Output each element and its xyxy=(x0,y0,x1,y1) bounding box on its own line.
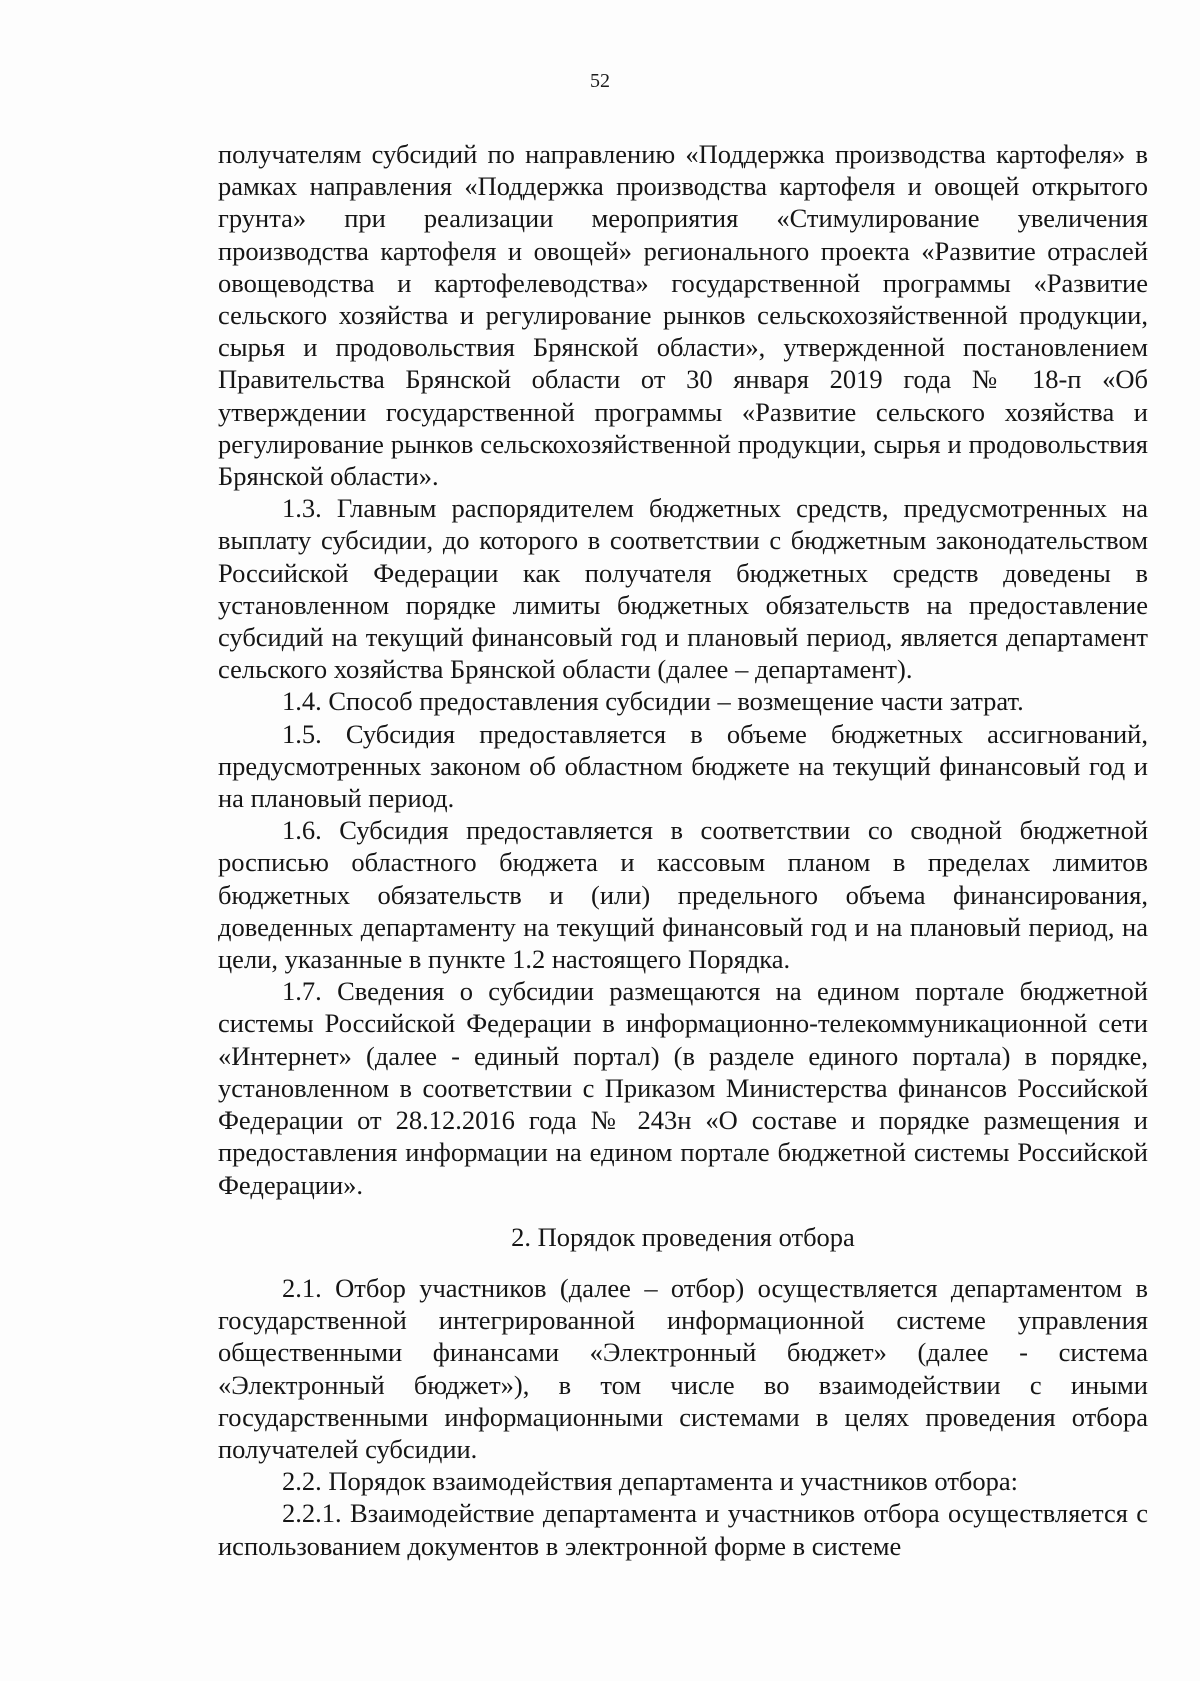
paragraph-1-7: 1.7. Сведения о субсидии размещаются на едином портале бюджетной системы Российской Федерации в информационно-телекоммуникационной сети «Интернет» (далее - единый портал) (в разделе единого портала) в порядке, установленном в соответствии с Приказом Министерства финансов Российской Федерации от 28.12.2016 года № 243н «О составе и порядке размещения и предоставления информации на едином портале бюджетной системы Российской Федерации». xyxy=(218,976,1148,1200)
paragraph-2-2: 2.2. Порядок взаимодействия департамента и участников отбора: xyxy=(282,1466,1019,1497)
paragraph-2-1: 2.1. Отбор участников (далее – отбор) осуществляется департаментом в государственной интегрированной информационной системе управления общественными финансами «Электронный бюджет» (далее - система «Электронный бюджет»), в том числе во взаимодействии с иными государственными информационными системами в целях проведения отбора получателей субсидии. xyxy=(218,1272,1148,1464)
paragraph-1-5: 1.5. Субсидия предоставляется в объеме бюджетных ассигнований, предусмотренных законом об областном бюджете на текущий финансовый год и на плановый период. xyxy=(218,718,1148,814)
page-number: 52 xyxy=(590,70,610,92)
paragraph-2-2-1: 2.2.1. Взаимодействие департамента и участников отбора осуществляется с использованием документов в электронной форме в системе xyxy=(218,1498,1148,1561)
document-body xyxy=(218,138,1148,1562)
paragraph-intro: получателям субсидий по направлению «Поддержка производства картофеля» в рамках направления «Поддержка производства картофеля и овощей открытого грунта» при реализации мероприятия «Стимулирование увеличения производства картофеля и овощей» регионального проекта «Развитие отраслей овощеводства и картофелеводства» государственной программы «Развитие сельского хозяйства и регулирование рынков сельскохозяйственной продукции, сырья и продовольствия Брянской области», утвержденной постановлением Правительства Брянской области от 30 января 2019 года № 18-п «Об утверждении государственной программы «Развитие сельского хозяйства и регулирование рынков сельскохозяйственной продукции, сырья и продовольствия Брянской области». xyxy=(218,139,1148,492)
paragraph-1-6: 1.6. Субсидия предоставляется в соответствии со сводной бюджетной росписью областного бюджета и кассовым планом в пределах лимитов бюджетных обязательств и (или) предельного объема финансирования, доведенных департаменту на текущий финансовый год и на плановый период, на цели, указанные в пункте 1.2 настоящего Порядка. xyxy=(218,815,1148,975)
paragraph-1-4: 1.4. Способ предоставления субсидии – возмещение части затрат. xyxy=(282,686,1024,717)
section-heading: 2. Порядок проведения отбора xyxy=(511,1221,855,1252)
paragraph-1-3: 1.3. Главным распорядителем бюджетных средств, предусмотренных на выплату субсидии, до которого в соответствии с бюджетным законодательством Российской Федерации как получателя бюджетных средств доведены в установленном порядке лимиты бюджетных обязательств на предоставление субсидий на текущий финансовый год и плановый период, является департамент сельского хозяйства Брянской области (далее – департамент). xyxy=(218,493,1148,685)
